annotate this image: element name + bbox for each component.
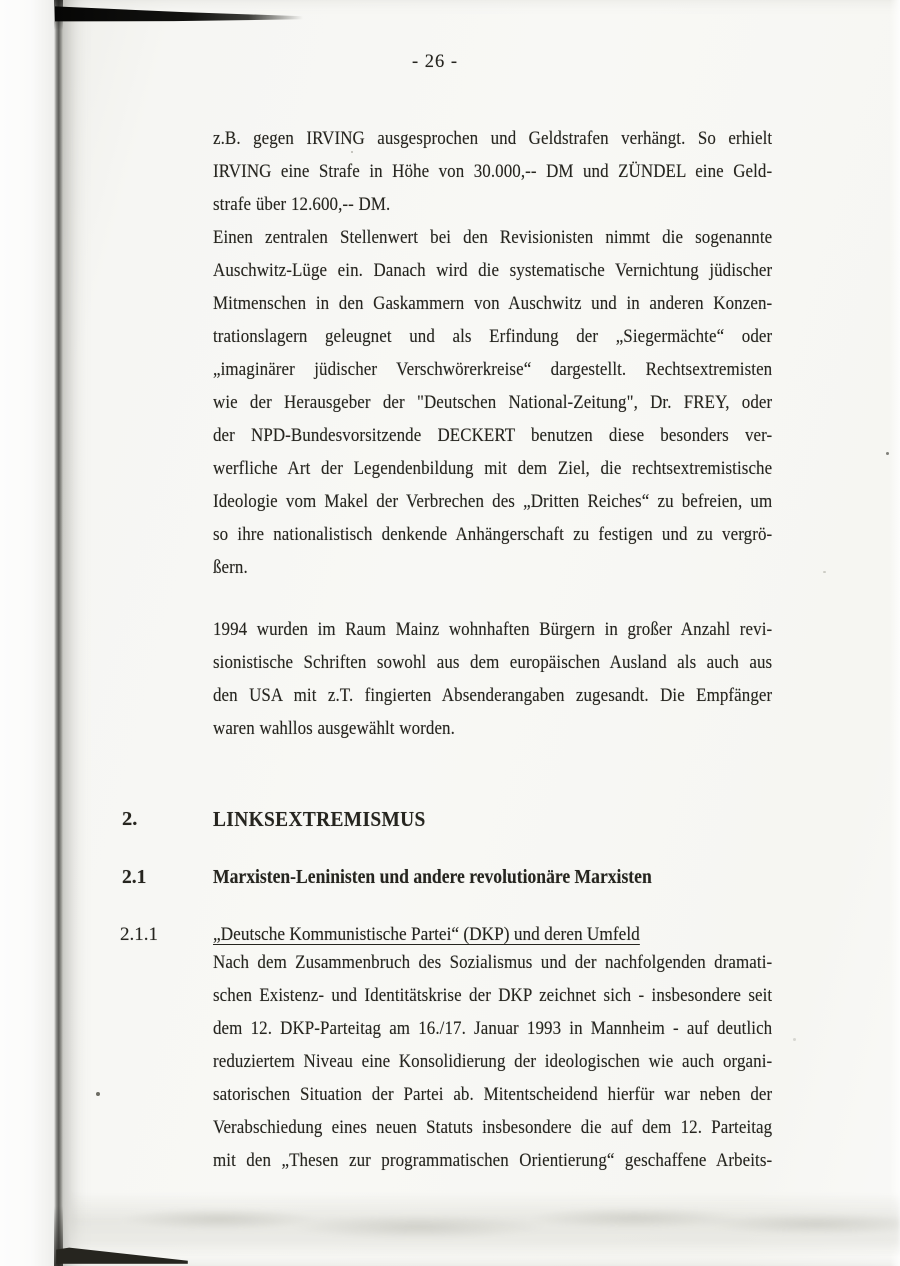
scan-speck (351, 151, 353, 153)
paragraph-dkp (213, 946, 772, 1177)
book-margin-area (0, 0, 56, 1266)
text-line: ßern. (213, 557, 248, 578)
text-line: reduziertem Niveau eine Konsolidierung der ideologischen wie auch organi- (213, 1051, 773, 1072)
text-line: dem 12. DKP-Parteitag am 16./17. Januar 1993 in Mannheim - auf deutlich (213, 1018, 773, 1039)
text-line: „imaginärer jüdischer Verschwörerkreise“ dargestellt. Rechtsextremisten (213, 359, 773, 380)
text-line: strafe über 12.600,-- DM. (213, 194, 391, 215)
text-column (213, 0, 772, 1266)
page-number: - 26 - (411, 52, 459, 72)
text-line: sionistische Schriften sowohl aus dem europäischen Ausland als auch aus (213, 652, 773, 673)
text-line: Verabschiedung eines neuen Statuts insbesondere die auf dem 12. Parteitag (213, 1117, 773, 1138)
section-title-marxisten: Marxisten-Leninisten und andere revolutionäre Marxisten (213, 867, 652, 888)
text-line: der NPD-Bundesvorsitzende DECKERT benutzen diese besonders ver- (213, 425, 773, 446)
scan-speck (793, 1038, 796, 1041)
text-line: satorischen Situation der Partei ab. Mitentscheidend hierfür war neben der (213, 1084, 773, 1105)
text-line: schen Existenz- und Identitätskrise der DKP zeichnet sich - insbesondere seit (213, 985, 773, 1006)
paragraph-fines (213, 122, 772, 221)
text-line: den USA mit z.T. fingierten Absenderangaben zugesandt. Die Empfänger (213, 685, 773, 706)
text-line: 1994 wurden im Raum Mainz wohnhaften Bürgern in großer Anzahl revi- (213, 619, 773, 640)
paragraph-auschwitz-luege (213, 221, 772, 584)
text-line: wie der Herausgeber der "Deutschen National-Zeitung", Dr. FREY, oder (213, 392, 773, 413)
scan-speck (823, 571, 826, 573)
text-line: werfliche Art der Legendenbildung mit dem Ziel, die rechtsextremistische (213, 458, 773, 479)
section-number-2-1: 2.1 (122, 867, 147, 888)
text-line: Mitmenschen in den Gaskammern von Auschwitz und in anderen Konzen- (213, 293, 773, 314)
text-line: Einen zentralen Stellenwert bei den Revisionisten nimmt die sogenannte (213, 227, 773, 248)
section-number-2: 2. (122, 808, 138, 830)
text-line: Nach dem Zusammenbruch des Sozialismus und der nachfolgenden dramati- (213, 952, 773, 973)
scan-speck (96, 1092, 100, 1096)
text-line: Ideologie vom Makel der Verbrechen des „Dritten Reiches“ zu befreien, um (213, 491, 773, 512)
section-title-dkp: „Deutsche Kommunistische Partei“ (DKP) und deren Umfeld (213, 924, 640, 945)
text-line: waren wahllos ausgewählt worden. (213, 718, 455, 739)
section-title-linksextremismus: LINKSEXTREMISMUS (213, 807, 426, 831)
text-line: so ihre nationalistisch denkende Anhängerschaft zu festigen und zu vergrö- (213, 524, 773, 545)
text-line: trationslagern geleugnet und als Erfindung der „Siegermächte“ oder (213, 326, 773, 347)
text-line: IRVING eine Strafe in Höhe von 30.000,-- DM und ZÜNDEL eine Geld- (213, 161, 773, 182)
body-text (213, 122, 772, 745)
scan-speck (886, 452, 889, 455)
paragraph-mainz-1994 (213, 613, 772, 745)
text-line: z.B. gegen IRVING ausgesprochen und Geldstrafen verhängt. So erhielt (213, 128, 773, 149)
section-number-2-1-1: 2.1.1 (120, 924, 158, 945)
book-spine-shadow (54, 0, 63, 1266)
page-right-edge (890, 0, 900, 1266)
text-line: mit den „Thesen zur programmatischen Orientierung“ geschaffene Arbeits- (213, 1150, 773, 1171)
text-line: Auschwitz-Lüge ein. Danach wird die systematische Vernichtung jüdischer (213, 260, 773, 281)
